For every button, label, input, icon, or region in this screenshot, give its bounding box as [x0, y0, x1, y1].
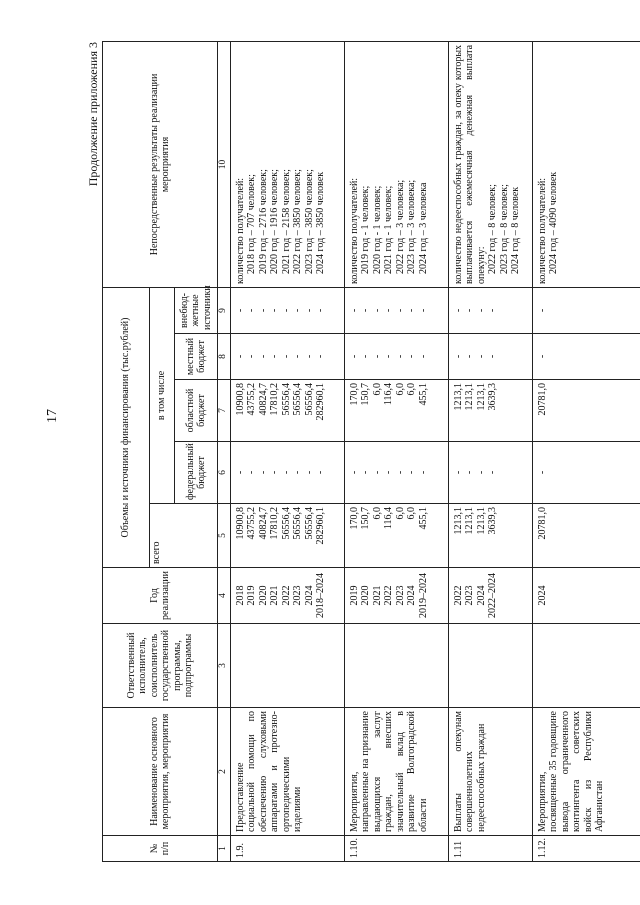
- total-amount-line: 6,0: [371, 507, 383, 520]
- result-line: 2019 год – 2716 человек;: [257, 169, 269, 274]
- regional-amount-line: 6,0: [394, 383, 406, 396]
- regional-amount-line: 1213,1: [475, 383, 487, 411]
- result-line: количество получателей:: [348, 177, 360, 284]
- federal-amount-line: -: [417, 470, 429, 475]
- total-amount: [230, 504, 344, 568]
- local-amount-line: -: [417, 354, 429, 359]
- result-line: 2023 год – 3 человека;: [406, 179, 417, 274]
- header-regional: областной бюджет: [175, 380, 218, 442]
- year-line: 2019–2024: [417, 573, 429, 618]
- result-line: количество получателей:: [536, 177, 548, 284]
- federal-amount-line: -: [257, 470, 269, 475]
- regional-amount-line: 20781,0: [536, 383, 548, 416]
- regional-amount-line: 56556,4: [280, 383, 292, 416]
- result-line: 2023 год – 3850 человек;: [303, 169, 315, 274]
- header-num: № п/п: [103, 836, 218, 862]
- rotated-page: [86, 42, 610, 862]
- responsible-executor: [448, 624, 532, 708]
- table-row: [230, 41, 344, 861]
- total-amount-line: 40824,7: [257, 507, 269, 540]
- federal-amount-line: -: [303, 470, 315, 475]
- offbudget-amount-line: -: [383, 308, 394, 313]
- row-number: 1.11: [448, 836, 532, 862]
- local-amount: [448, 334, 532, 380]
- federal-amount-line: -: [246, 470, 257, 475]
- total-amount-line: 6,0: [406, 507, 417, 520]
- offbudget-amount: [448, 287, 532, 333]
- regional-amount-line: 40824,7: [257, 383, 269, 416]
- year-line: 2018–2024: [315, 573, 326, 618]
- appendix-title: Продолжение приложения 3: [86, 42, 100, 187]
- page-number: 17: [45, 409, 60, 423]
- total-amount: [532, 504, 640, 568]
- local-amount-line: -: [371, 354, 383, 359]
- total-amount-line: 170,0: [348, 507, 360, 530]
- table-row: [344, 41, 448, 861]
- offbudget-amount-line: -: [257, 308, 269, 313]
- local-amount-line: -: [234, 354, 246, 359]
- local-amount-line: -: [257, 354, 269, 359]
- activity-name: Мероприятия, направленные на признание выдающихся заслуг граждан, внесших значительный вклад в развитие Волгоградской области: [344, 708, 448, 836]
- local-amount-line: -: [303, 354, 315, 359]
- regional-amount: [230, 380, 344, 442]
- result-line: 2024 год – 8 человек: [510, 186, 521, 274]
- local-amount-line: -: [406, 354, 417, 359]
- result-line: 2020 год – 1916 человек;: [269, 169, 280, 274]
- col-number: 7: [218, 380, 231, 442]
- regional-amount: [344, 380, 448, 442]
- offbudget-amount-line: -: [452, 308, 464, 313]
- col-number: 2: [218, 708, 231, 836]
- header-offbudget: внебюд-жетные источники: [175, 287, 218, 333]
- year-line: 2023: [464, 585, 475, 606]
- regional-amount-line: 43755,2: [246, 383, 257, 416]
- year-line: 2023: [394, 585, 406, 606]
- offbudget-amount-line: -: [269, 308, 280, 313]
- responsible-executor: [532, 624, 640, 708]
- total-amount-line: 20781,0: [536, 507, 548, 540]
- header-results: Непосредственные результаты реализации мероприятия: [103, 41, 218, 287]
- col-number: 9: [218, 287, 231, 333]
- total-amount-line: 56556,4: [303, 507, 315, 540]
- header-responsible: Ответственный исполнитель, соисполнитель государственной программы, подпрограммы: [103, 624, 218, 708]
- regional-amount-line: 455,1: [417, 383, 429, 406]
- total-amount-line: 116,4: [383, 507, 394, 530]
- federal-amount-line: -: [234, 470, 246, 475]
- local-amount: [230, 334, 344, 380]
- table-row: [448, 41, 532, 861]
- federal-amount: [344, 442, 448, 504]
- federal-amount-line: -: [452, 470, 464, 475]
- year-line: 2019: [348, 585, 360, 606]
- federal-amount-line: -: [280, 470, 292, 475]
- local-amount-line: -: [394, 354, 406, 359]
- total-amount-line: 56556,4: [292, 507, 303, 540]
- year-line: 2024: [536, 585, 548, 606]
- year-line: 2022–2024: [487, 573, 498, 618]
- result-line: 2018 год – 707 человек;: [246, 174, 257, 274]
- offbudget-amount-line: -: [417, 308, 429, 313]
- total-amount: [448, 504, 532, 568]
- offbudget-amount-line: -: [487, 308, 498, 313]
- offbudget-amount-line: -: [292, 308, 303, 313]
- result-line: 2019 год - 1 человек;: [360, 185, 371, 274]
- header-local: местный бюджет: [175, 334, 218, 380]
- regional-amount-line: 3639,3: [487, 383, 498, 411]
- offbudget-amount-line: -: [234, 308, 246, 313]
- federal-amount: [448, 442, 532, 504]
- header-total: всего: [150, 504, 218, 568]
- total-amount-line: 6,0: [394, 507, 406, 520]
- header-year: Год реализации: [103, 568, 218, 624]
- local-amount-line: -: [487, 354, 498, 359]
- col-number: 4: [218, 568, 231, 624]
- federal-amount-line: -: [536, 470, 548, 475]
- federal-amount-line: -: [371, 470, 383, 475]
- offbudget-amount-line: -: [246, 308, 257, 313]
- regional-amount-line: 170,0: [348, 383, 360, 406]
- year-line: 2023: [292, 585, 303, 606]
- federal-amount-line: -: [360, 470, 371, 475]
- local-amount-line: -: [360, 354, 371, 359]
- federal-amount-line: -: [464, 470, 475, 475]
- year-line: 2018: [234, 585, 246, 606]
- total-amount-line: 455,1: [417, 507, 429, 530]
- federal-amount: [532, 442, 640, 504]
- row-number: 1.12.: [532, 836, 640, 862]
- results: [230, 41, 344, 287]
- header-funding: Объемы и источники финансирования (тыс.рублей): [103, 287, 150, 567]
- col-number: 10: [218, 41, 231, 287]
- result-line: количество недееспособных граждан, за опеку которых выплачивается ежемесячная денежная выплата опекуну:: [452, 44, 487, 284]
- federal-amount-line: -: [475, 470, 487, 475]
- total-amount: [344, 504, 448, 568]
- header-federal: федеральный бюджет: [175, 442, 218, 504]
- row-number: 1.10.: [344, 836, 448, 862]
- regional-amount-line: 56556,4: [292, 383, 303, 416]
- local-amount-line: -: [475, 354, 487, 359]
- table-body: [230, 41, 640, 861]
- offbudget-amount: [230, 287, 344, 333]
- local-amount-line: -: [246, 354, 257, 359]
- year: [448, 568, 532, 624]
- regional-amount-line: 6,0: [371, 383, 383, 396]
- total-amount-line: 150,7: [360, 507, 371, 530]
- offbudget-amount: [344, 287, 448, 333]
- local-amount-line: -: [315, 354, 326, 359]
- activity-name: Выплаты опекунам совершеннолетних недееспособных граждан: [448, 708, 532, 836]
- year-line: 2020: [360, 585, 371, 606]
- offbudget-amount-line: -: [315, 308, 326, 313]
- year-line: 2021: [371, 585, 383, 606]
- year: [230, 568, 344, 624]
- offbudget-amount-line: -: [303, 308, 315, 313]
- federal-amount: [230, 442, 344, 504]
- local-amount-line: -: [464, 354, 475, 359]
- funding-table: [102, 41, 640, 862]
- offbudget-amount-line: -: [394, 308, 406, 313]
- offbudget-amount: [532, 287, 640, 333]
- result-line: количество получателей:: [234, 177, 246, 284]
- federal-amount-line: -: [394, 470, 406, 475]
- federal-amount-line: -: [348, 470, 360, 475]
- offbudget-amount-line: -: [280, 308, 292, 313]
- responsible-executor: [230, 624, 344, 708]
- offbudget-amount-line: -: [464, 308, 475, 313]
- federal-amount-line: -: [406, 470, 417, 475]
- regional-amount-line: 1213,1: [452, 383, 464, 411]
- year-line: 2022: [383, 585, 394, 606]
- year-line: 2020: [257, 585, 269, 606]
- total-amount-line: 43755,2: [246, 507, 257, 540]
- result-line: 2024 год – 3 человека: [417, 182, 429, 274]
- result-line: 2020 год - 1 человек;: [371, 185, 383, 274]
- header-including: в том числе: [150, 287, 175, 503]
- result-line: 2022 год – 3 человека;: [394, 179, 406, 274]
- responsible-executor: [344, 624, 448, 708]
- local-amount-line: -: [452, 354, 464, 359]
- total-amount-line: 10900,8: [234, 507, 246, 540]
- local-amount-line: -: [280, 354, 292, 359]
- regional-amount-line: 1213,1: [464, 383, 475, 411]
- col-number: 1: [218, 836, 231, 862]
- regional-amount: [448, 380, 532, 442]
- total-amount-line: 1213,1: [452, 507, 464, 535]
- results: [448, 41, 532, 287]
- col-number: 8: [218, 334, 231, 380]
- local-amount: [344, 334, 448, 380]
- result-line: 2024 год – 4090 человек: [548, 171, 559, 274]
- header-name: Наименование основного мероприятия, мероприятия: [103, 708, 218, 836]
- result-line: 2023 год – 8 человек;: [498, 184, 510, 274]
- year-line: 2022: [452, 585, 464, 606]
- local-amount-line: -: [383, 354, 394, 359]
- regional-amount-line: 282960,1: [315, 383, 326, 421]
- results: [344, 41, 448, 287]
- col-number: 5: [218, 504, 231, 568]
- regional-amount-line: 17810,2: [269, 383, 280, 416]
- local-amount-line: -: [269, 354, 280, 359]
- federal-amount-line: -: [292, 470, 303, 475]
- total-amount-line: 17810,2: [269, 507, 280, 540]
- federal-amount-line: -: [383, 470, 394, 475]
- total-amount-line: 3639,3: [487, 507, 498, 535]
- year-line: 2024: [406, 585, 417, 606]
- offbudget-amount-line: -: [536, 308, 548, 313]
- total-amount-line: 1213,1: [464, 507, 475, 535]
- total-amount-line: 1213,1: [475, 507, 487, 535]
- offbudget-amount-line: -: [360, 308, 371, 313]
- year-line: 2021: [269, 585, 280, 606]
- year-line: 2024: [303, 585, 315, 606]
- year-line: 2024: [475, 585, 487, 606]
- result-line: 2021 год - 1 человек;: [383, 185, 394, 274]
- year-line: 2022: [280, 585, 292, 606]
- local-amount-line: -: [292, 354, 303, 359]
- col-number: 6: [218, 442, 231, 504]
- year: [532, 568, 640, 624]
- row-number: 1.9.: [230, 836, 344, 862]
- offbudget-amount-line: -: [348, 308, 360, 313]
- total-amount-line: 282960,1: [315, 507, 326, 545]
- regional-amount: [532, 380, 640, 442]
- local-amount-line: -: [348, 354, 360, 359]
- regional-amount-line: 10900,8: [234, 383, 246, 416]
- local-amount-line: -: [536, 354, 548, 359]
- results: [532, 41, 640, 287]
- activity-name: Мероприятия, посвященные 35 годовщине вывода ограниченного контингента советских войск из Республики Афганистан: [532, 708, 640, 836]
- offbudget-amount-line: -: [475, 308, 487, 313]
- regional-amount-line: 150,7: [360, 383, 371, 406]
- local-amount: [532, 334, 640, 380]
- year: [344, 568, 448, 624]
- regional-amount-line: 116,4: [383, 383, 394, 406]
- federal-amount-line: -: [315, 470, 326, 475]
- table-row: [532, 41, 640, 861]
- regional-amount-line: 6,0: [406, 383, 417, 396]
- result-line: 2022 год – 3850 человек;: [292, 169, 303, 274]
- activity-name: Предоставление социальной помощи по обеспечению слуховыми аппаратами и протезно-ортопедическими изделиями: [230, 708, 344, 836]
- year-line: 2019: [246, 585, 257, 606]
- col-number: 3: [218, 624, 231, 708]
- total-amount-line: 56556,4: [280, 507, 292, 540]
- federal-amount-line: -: [269, 470, 280, 475]
- offbudget-amount-line: -: [371, 308, 383, 313]
- result-line: 2024 год – 3850 человек: [315, 171, 326, 274]
- result-line: 2021 год – 2158 человек;: [280, 169, 292, 274]
- regional-amount-line: 56556,4: [303, 383, 315, 416]
- result-line: 2022 год – 8 человек;: [487, 184, 498, 274]
- federal-amount-line: -: [487, 470, 498, 475]
- offbudget-amount-line: -: [406, 308, 417, 313]
